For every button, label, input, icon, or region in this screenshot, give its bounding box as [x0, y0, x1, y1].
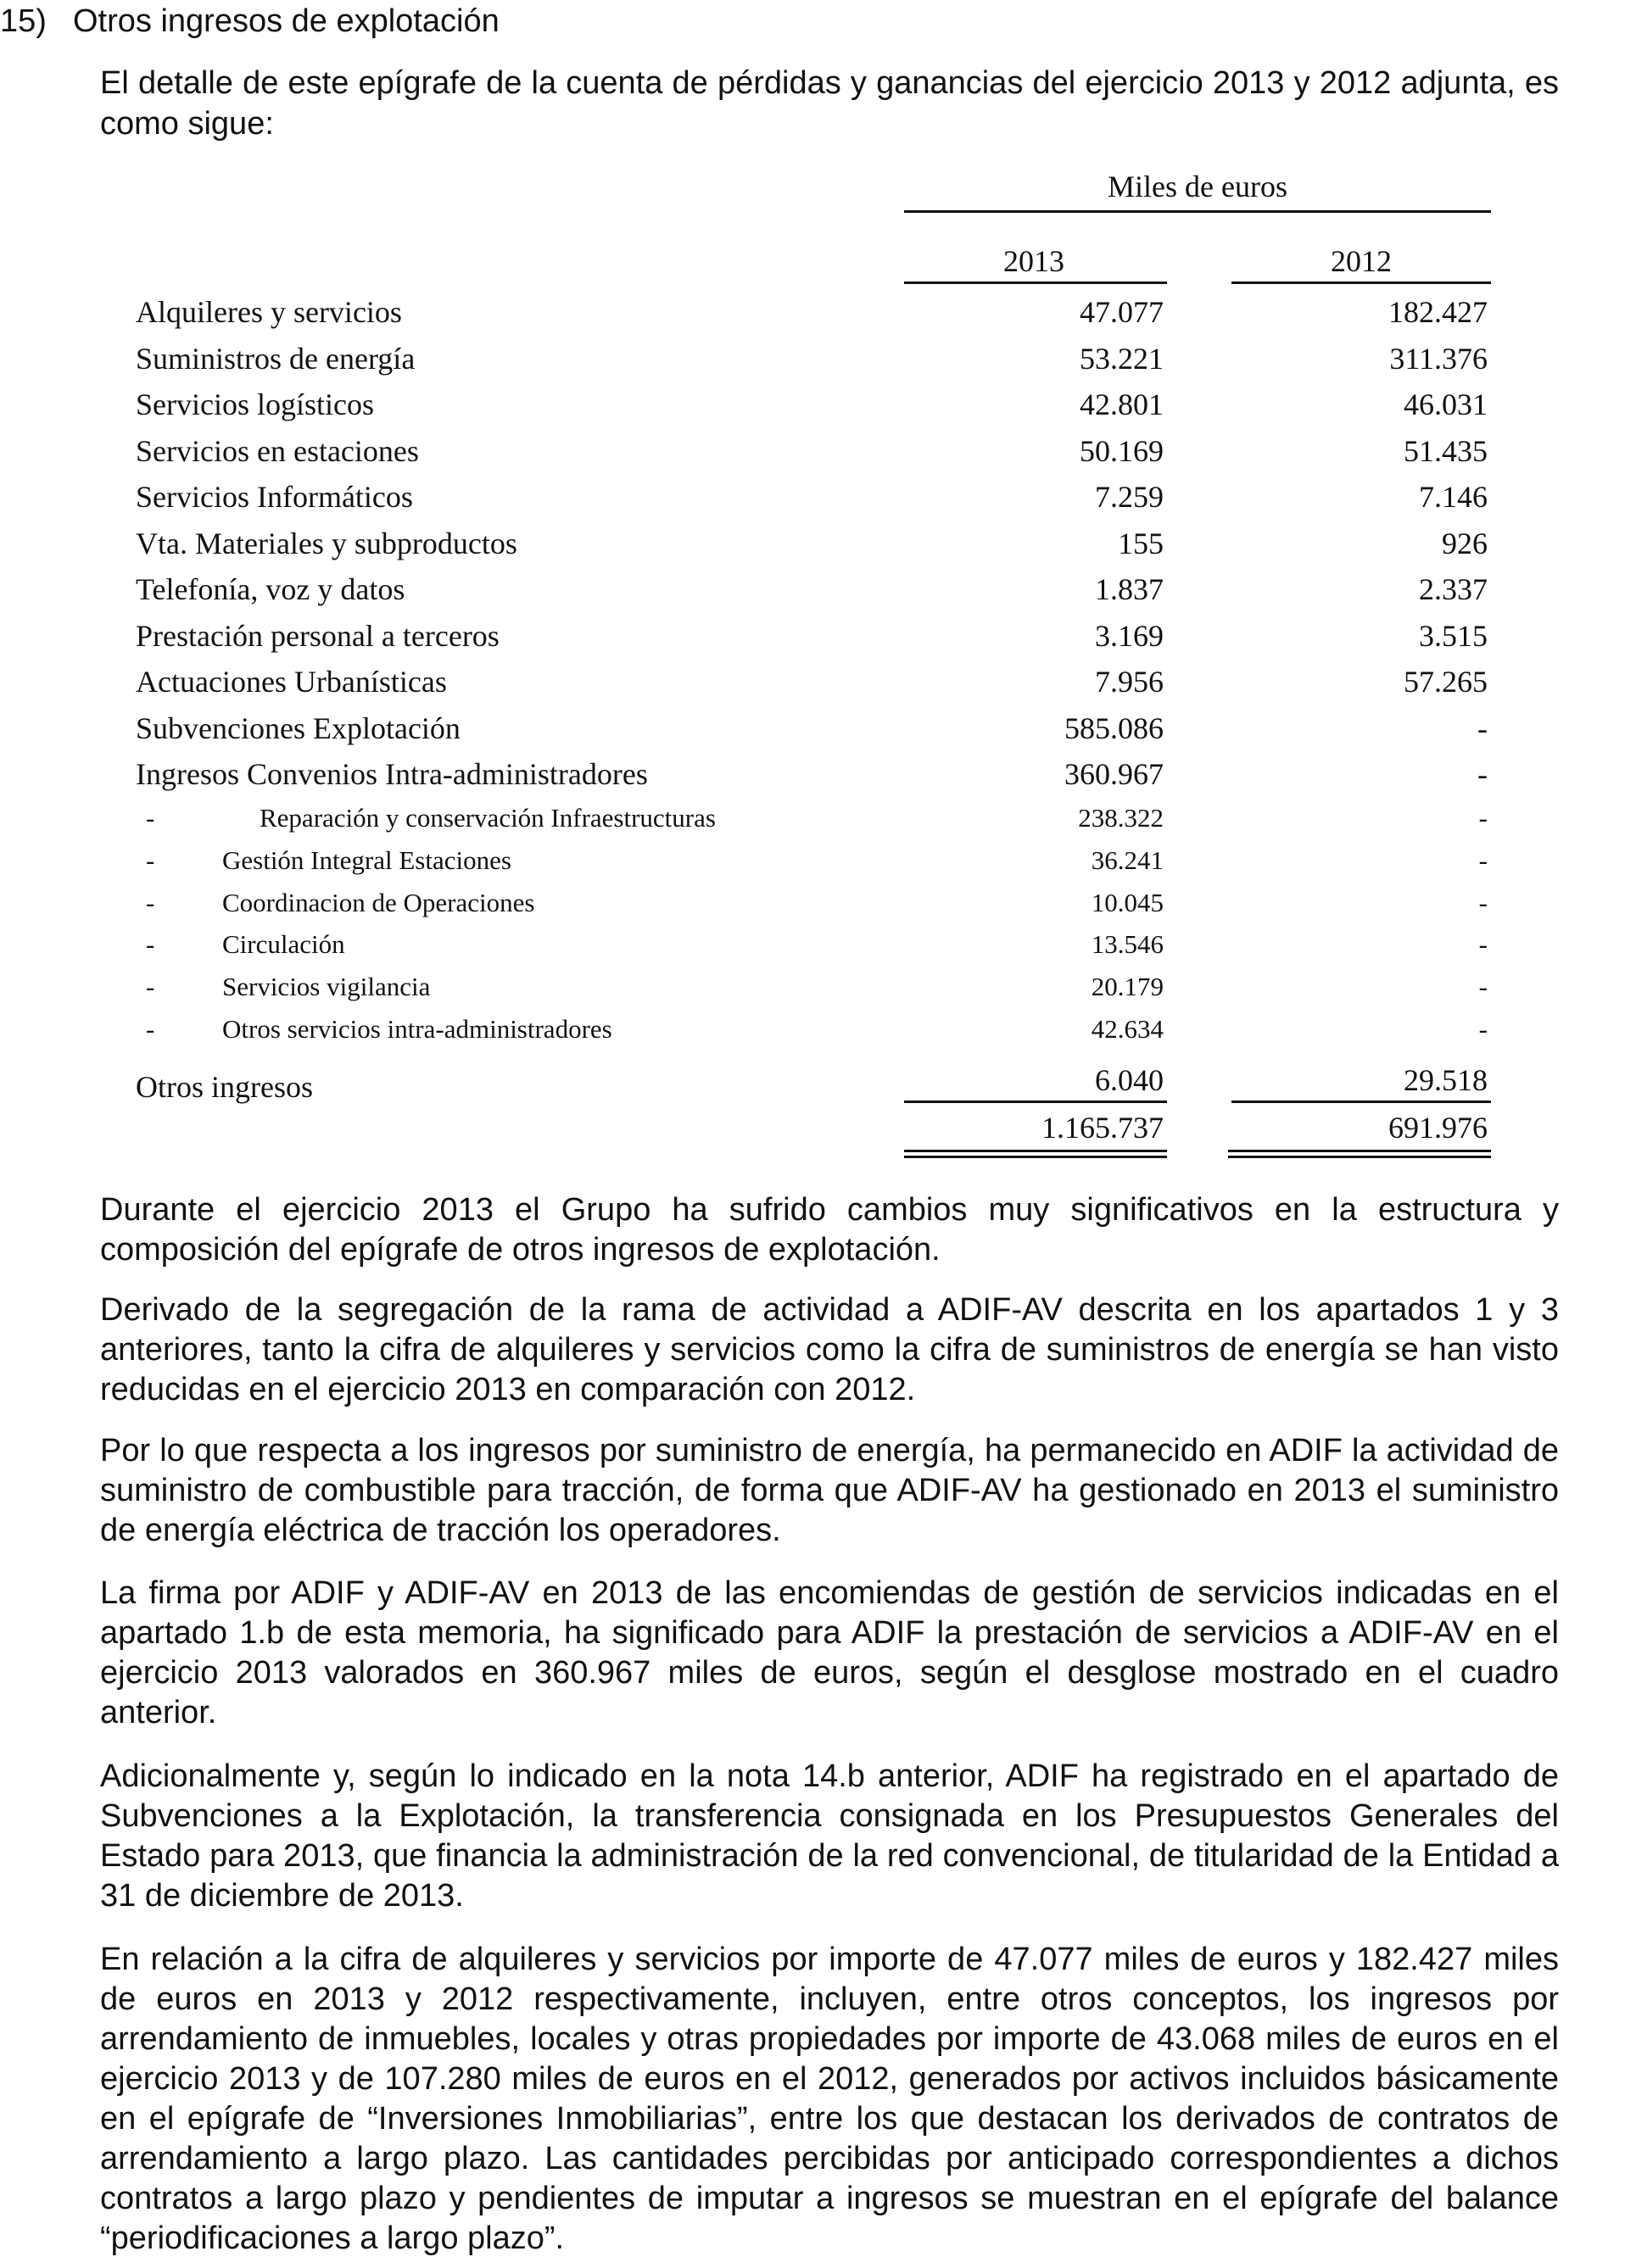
- unit-rule: [904, 210, 1491, 213]
- subrow-label: Coordinacion de Operaciones: [222, 887, 535, 917]
- subrow-value-2013: 36.241: [1091, 844, 1164, 875]
- section-heading: [0, 0, 500, 42]
- row-label: Otros ingresos: [136, 1070, 313, 1104]
- table-subrow: [0, 800, 1636, 836]
- subrow-value-2013: 42.634: [1091, 1014, 1164, 1044]
- total-value-2013: 1.165.737: [1041, 1111, 1164, 1145]
- paragraph-1: Durante el ejercicio 2013 el Grupo ha sufrido cambios muy significativos en la estructura y composición del epígrafe de otros ingresos de explotación.: [100, 1192, 1559, 1268]
- section-number: 15): [0, 3, 47, 39]
- paragraph-3: Por lo que respecta a los ingresos por suministro de energía, ha permanecido en ADIF la actividad de suministro de combustible para tracción, de forma que ADIF-AV ha gestionado en 2013 el suministro de energía eléctrica de tracción los operadores.: [100, 1433, 1559, 1548]
- row-dash: -: [146, 929, 155, 960]
- row-value-2013: 1.837: [1095, 572, 1164, 606]
- row-value-2013: 53.221: [1080, 341, 1164, 376]
- row-value-2012: 7.146: [1419, 480, 1488, 514]
- table-subrow: [0, 969, 1636, 1005]
- row-value-2013: 42.801: [1080, 387, 1164, 421]
- row-label: Prestación personal a terceros: [136, 618, 500, 653]
- column-rule-2013: [904, 281, 1167, 284]
- row-label: Vta. Materiales y subproductos: [136, 526, 517, 560]
- row-value-2012: -: [1477, 757, 1488, 791]
- table-row: [0, 616, 1636, 656]
- table-row: [0, 569, 1636, 610]
- row-value-2012: 51.435: [1404, 433, 1488, 468]
- row-value-2013: 50.169: [1080, 433, 1164, 468]
- table-subrow: [0, 885, 1636, 921]
- total-double-rule-2012-b: [1228, 1156, 1491, 1158]
- row-value-2012: 57.265: [1404, 665, 1488, 699]
- row-value-2013: 7.259: [1095, 480, 1164, 514]
- subrow-label: Circulación: [222, 929, 345, 960]
- column-header-2013: 2013: [1003, 244, 1064, 278]
- subrow-value-2012: -: [1478, 929, 1488, 960]
- table-row: [0, 661, 1636, 702]
- intro-paragraph: El detalle de este epígrafe de la cuenta de pérdidas y ganancias del ejercicio 2013 y 2012 adjunta, es como sigue:: [100, 65, 1559, 142]
- table-row: [0, 708, 1636, 749]
- subrow-value-2013: 238.322: [1078, 803, 1164, 833]
- table-row-total: [0, 1107, 1636, 1148]
- table-subrow: [0, 927, 1636, 962]
- table-row: [0, 754, 1636, 794]
- paragraph-2: Derivado de la segregación de la rama de actividad a ADIF-AV descrita en los apartados 1 y 3 anteriores, tanto la cifra de alquileres y servicios como la cifra de suministros de energía se han visto reducidas en el ejercicio 2013 en comparación con 2012.: [100, 1292, 1559, 1407]
- row-dash: -: [146, 844, 155, 875]
- row-label: Servicios logísticos: [136, 387, 374, 421]
- row-value-2012: 182.427: [1388, 295, 1488, 329]
- row-value-2013: 6.040: [1095, 1063, 1164, 1097]
- row-dash: -: [146, 972, 155, 1002]
- row-value-2012: 46.031: [1404, 387, 1488, 421]
- paragraph-4: La firma por ADIF y ADIF-AV en 2013 de las encomiendas de gestión de servicios indicadas en el apartado 1.b de esta memoria, ha significado para ADIF la prestación de servicios a ADIF-AV en el ejercicio 2013 valorados en 360.967 miles de euros, según el desglose mostrado en el cuadro anterior.: [100, 1575, 1559, 1730]
- row-label: Subvenciones Explotación: [136, 710, 461, 745]
- row-dash: -: [146, 803, 155, 833]
- row-value-2012: 311.376: [1389, 341, 1488, 376]
- subrow-value-2012: -: [1478, 803, 1488, 833]
- table-unit-header: Miles de euros: [1108, 170, 1287, 203]
- table-row: [0, 292, 1636, 332]
- row-value-2013: 360.967: [1064, 757, 1164, 791]
- subtotal-rule-2012: [1231, 1101, 1491, 1103]
- column-header-2012: 2012: [1331, 244, 1392, 278]
- subrow-value-2012: -: [1478, 972, 1488, 1002]
- subrow-value-2012: -: [1478, 887, 1488, 917]
- row-value-2012: 926: [1442, 526, 1488, 560]
- row-value-2012: 29.518: [1404, 1063, 1488, 1097]
- table-row-otros-ingresos: [0, 1060, 1636, 1104]
- total-double-rule-2013-a: [904, 1150, 1167, 1152]
- table-row: [0, 338, 1636, 379]
- subrow-value-2013: 20.179: [1091, 972, 1164, 1002]
- row-label: Ingresos Convenios Intra-administradores: [136, 757, 648, 791]
- subrow-label: Servicios vigilancia: [222, 972, 431, 1002]
- subrow-value-2012: -: [1478, 1014, 1488, 1044]
- row-value-2013: 585.086: [1064, 710, 1164, 745]
- total-double-rule-2012-a: [1228, 1150, 1491, 1152]
- table-subrow: [0, 1011, 1636, 1047]
- row-value-2012: 3.515: [1419, 618, 1488, 653]
- paragraph-5: Adicionalmente y, según lo indicado en la nota 14.b anterior, ADIF ha registrado en el apartado de Subvenciones a la Explotación, la transferencia consignada en los Presupuestos Generales del Estado para 2013, que financia la administración de la red convencional, de titularidad de la Entidad a 31 de diciembre de 2013.: [100, 1758, 1559, 1914]
- row-dash: -: [146, 887, 155, 917]
- total-value-2012: 691.976: [1388, 1111, 1488, 1145]
- row-label: Telefonía, voz y datos: [136, 572, 405, 606]
- subrow-label: Otros servicios intra-administradores: [222, 1014, 612, 1044]
- row-label: Servicios Informáticos: [136, 480, 413, 514]
- section-title: Otros ingresos de explotación: [73, 3, 500, 39]
- row-label: Suministros de energía: [136, 341, 416, 376]
- row-dash: -: [146, 1014, 155, 1044]
- row-value-2013: 155: [1118, 526, 1164, 560]
- total-double-rule-2013-b: [904, 1156, 1167, 1158]
- row-value-2012: 2.337: [1419, 572, 1488, 606]
- table-row: [0, 431, 1636, 471]
- column-rule-2012: [1231, 281, 1491, 284]
- row-value-2013: 3.169: [1095, 618, 1164, 653]
- row-label: Alquileres y servicios: [136, 295, 402, 329]
- row-label: Actuaciones Urbanísticas: [136, 665, 447, 699]
- row-label: Servicios en estaciones: [136, 433, 419, 468]
- row-value-2012: -: [1477, 710, 1488, 745]
- row-value-2013: 47.077: [1080, 295, 1164, 329]
- paragraph-6: En relación a la cifra de alquileres y servicios por importe de 47.077 miles de euros y 182.427 miles de euros en 2013 y 2012 respectivamente, incluyen, entre otros conceptos, los ingresos por arrendamiento de inmuebles, locales y otras propiedades por importe de 43.068 miles de euros en el ejercicio 2013 y de 107.280 miles de euros en el 2012, generados por activos incluidos básicamente en el epígrafe de “Inversiones Inmobiliarias”, entre los que destacan los derivados de contratos de arrendamiento a largo plazo. Las cantidades percibidas por anticipado correspondientes a dichos contratos a largo plazo y pendientes de imputar a ingresos se muestran en el epígrafe del balance “periodificaciones a largo plazo”.: [100, 1942, 1559, 2256]
- subrow-label: Gestión Integral Estaciones: [222, 844, 511, 875]
- table-row: [0, 384, 1636, 425]
- row-value-2013: 7.956: [1095, 665, 1164, 699]
- subrow-value-2013: 13.546: [1091, 929, 1164, 960]
- table-row: [0, 523, 1636, 564]
- subrow-value-2012: -: [1478, 844, 1488, 875]
- table-subrow: [0, 843, 1636, 878]
- subrow-label: Reparación y conservación Infraestructuras: [260, 803, 716, 833]
- table-row: [0, 476, 1636, 517]
- subtotal-rule-2013: [904, 1101, 1167, 1103]
- subrow-value-2013: 10.045: [1091, 887, 1164, 917]
